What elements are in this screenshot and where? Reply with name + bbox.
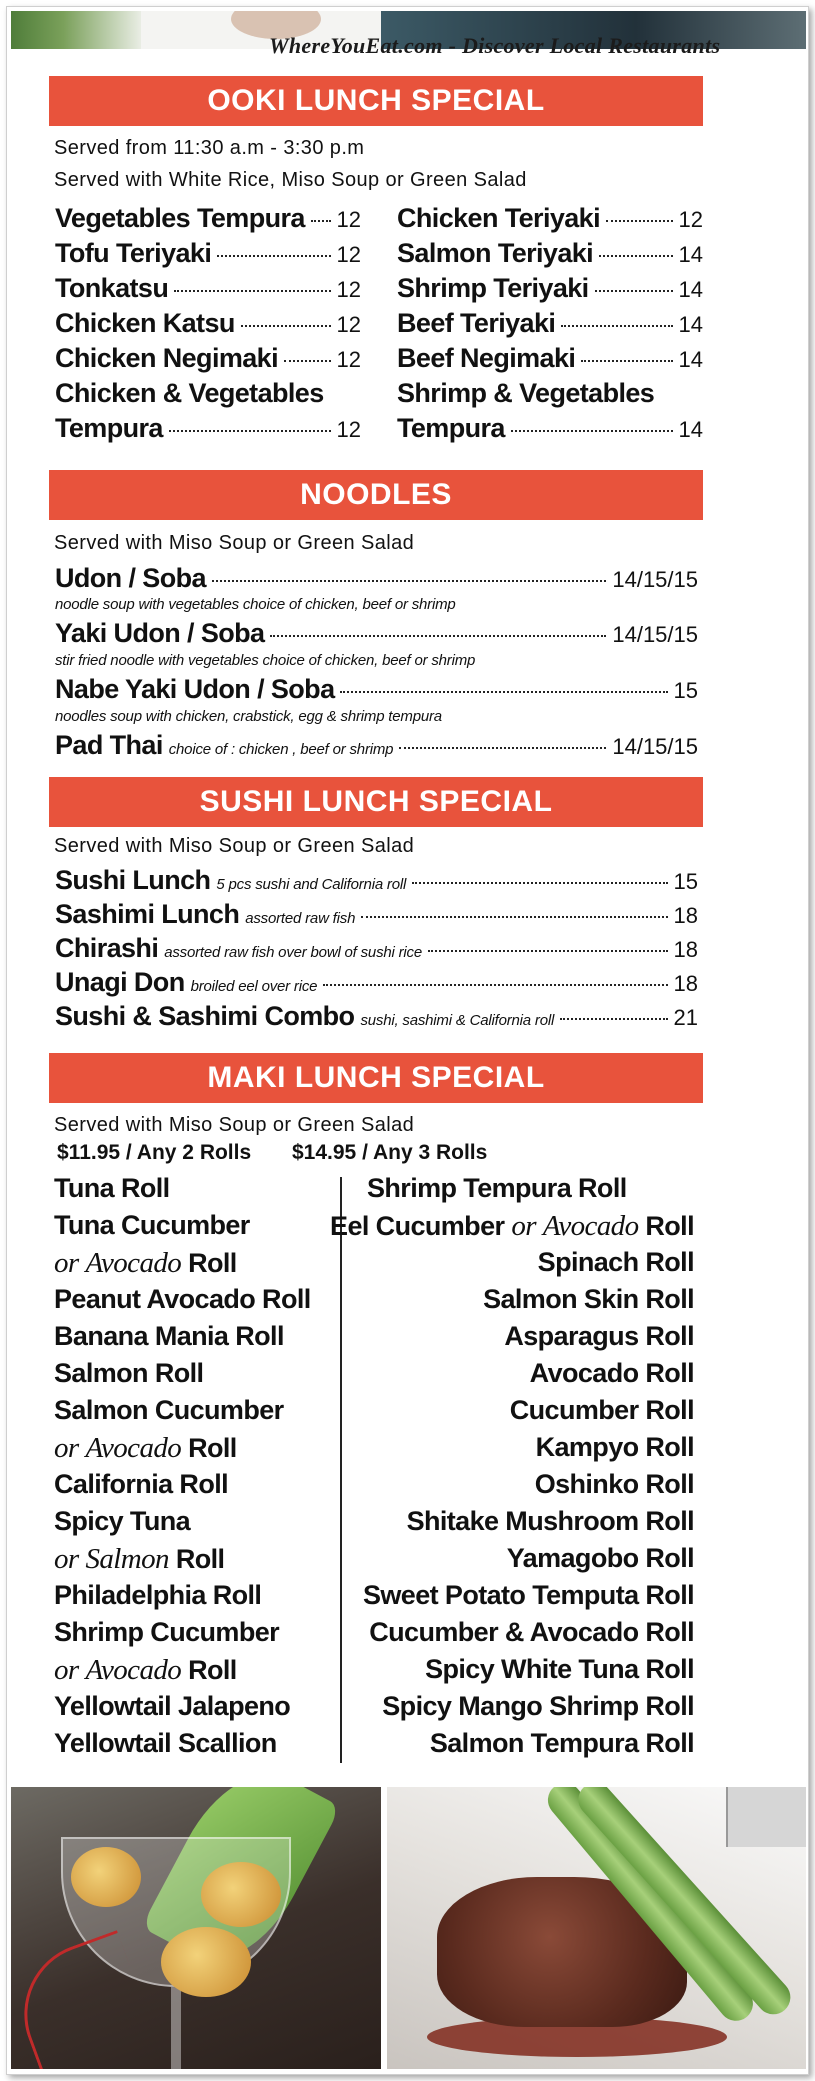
leader-dots — [428, 950, 668, 952]
noodle-desc: noodle soup with vegetables choice of chicken, beef or shrimp — [55, 596, 456, 613]
noodle-item — [55, 618, 698, 649]
maki-rate-three: $14.95 / Any 3 Rolls — [292, 1141, 488, 1164]
item-name: Sushi & Sashimi Combo — [55, 1001, 355, 1031]
sushi-item — [55, 967, 698, 998]
roll-item: Salmon Skin Roll — [483, 1284, 694, 1314]
item-price: 12 — [678, 207, 703, 232]
or-text: or — [511, 1210, 536, 1242]
lunch-item — [55, 273, 361, 304]
leader-dots — [599, 255, 672, 257]
leader-dots — [217, 255, 330, 257]
item-name: Tempura — [55, 413, 163, 443]
noodles-served-with: Served with Miso Soup or Green Salad — [54, 532, 415, 554]
menu-page — [6, 6, 809, 2075]
roll-item: Spicy Tuna — [54, 1506, 191, 1536]
roll-item: Shrimp Cucumber — [54, 1617, 280, 1647]
item-price: 15 — [673, 869, 698, 894]
or-text: or — [54, 1432, 79, 1464]
leader-dots — [412, 882, 667, 884]
item-price: 14/15/15 — [612, 567, 698, 592]
salmon-text: Salmon — [85, 1543, 169, 1575]
lunch-item — [55, 203, 361, 234]
leader-dots — [311, 220, 331, 222]
steak-photo — [387, 1787, 806, 2069]
sushi-item — [55, 933, 698, 964]
item-name: Beef Teriyaki — [397, 308, 556, 338]
lunch-item — [55, 413, 361, 444]
roll-item: Salmon Cucumber — [54, 1395, 284, 1425]
noodle-item — [55, 563, 698, 594]
roll-item — [330, 1210, 694, 1243]
watermark-text: WhereYouEat.com - Discover Local Restaurants — [269, 33, 721, 58]
item-name: Shrimp Teriyaki — [397, 273, 589, 303]
lunch-item — [397, 238, 703, 269]
item-desc: choice of : chicken , beef or shrimp — [168, 741, 394, 758]
leader-dots — [399, 747, 606, 749]
eel-cucumber-text: Eel Cucumber — [330, 1211, 505, 1241]
item-name: Sashimi Lunch — [55, 899, 240, 929]
roll-text: Roll — [645, 1211, 694, 1241]
avocado-text: Avocado — [542, 1210, 639, 1242]
sushi-item — [55, 865, 698, 896]
or-text: or — [54, 1654, 79, 1686]
item-price: 21 — [673, 1005, 698, 1030]
roll-item: Spicy Mango Shrimp Roll — [382, 1691, 694, 1721]
item-name: Shrimp & Vegetables — [397, 378, 655, 408]
maki-rate-two: $11.95 / Any 2 Rolls — [57, 1141, 252, 1164]
item-name: Chirashi — [55, 933, 159, 963]
noodles-banner: NOODLES — [49, 470, 703, 520]
roll-text: Roll — [175, 1544, 225, 1574]
roll-item: California Roll — [54, 1469, 229, 1499]
roll-text: Roll — [188, 1655, 237, 1685]
avocado-text: Avocado — [85, 1432, 182, 1464]
item-price: 12 — [336, 277, 361, 302]
leader-dots — [174, 290, 330, 292]
roll-item-continued — [54, 1654, 237, 1687]
or-text: or — [54, 1543, 79, 1575]
item-desc: broiled eel over rice — [190, 978, 318, 995]
roll-text: Roll — [188, 1433, 237, 1463]
item-name: Chicken Negimaki — [55, 343, 278, 373]
item-name: Pad Thai — [55, 730, 163, 760]
leader-dots — [595, 290, 673, 292]
item-name: Beef Negimaki — [397, 343, 576, 373]
leader-dots — [284, 360, 331, 362]
noodle-desc: noodles soup with chicken, crabstick, egg & shrimp tempura — [55, 708, 442, 725]
roll-item-continued — [54, 1247, 237, 1280]
item-name: Tonkatsu — [55, 273, 169, 303]
roll-item: Salmon Roll — [54, 1358, 204, 1388]
leader-dots — [561, 325, 672, 327]
lunch-served-time: Served from 11:30 a.m - 3:30 p.m — [54, 137, 365, 159]
item-price: 12 — [336, 207, 361, 232]
leader-dots — [212, 580, 606, 582]
item-name: Chicken Teriyaki — [397, 203, 600, 233]
roll-item: Yellowtail Jalapeno — [54, 1691, 291, 1721]
item-price: 14/15/15 — [612, 622, 698, 647]
roll-item: Tuna Roll — [54, 1173, 170, 1203]
sushi-item — [55, 1001, 698, 1032]
item-name: Tofu Teriyaki — [55, 238, 212, 268]
item-price: 12 — [336, 417, 361, 442]
item-price: 18 — [673, 937, 698, 962]
maki-served-with: Served with Miso Soup or Green Salad — [54, 1114, 415, 1136]
item-name: Salmon Teriyaki — [397, 238, 594, 268]
roll-item: Avocado Roll — [529, 1358, 694, 1388]
leader-dots — [169, 430, 331, 432]
noodle-item — [55, 730, 698, 761]
roll-item: Oshinko Roll — [534, 1469, 694, 1499]
leader-dots — [511, 430, 673, 432]
leader-dots — [581, 360, 672, 362]
roll-item: Cucumber Roll — [509, 1395, 694, 1425]
item-name: Unagi Don — [55, 967, 185, 997]
item-price: 18 — [673, 903, 698, 928]
item-name: Sushi Lunch — [55, 865, 211, 895]
roll-item: Tuna Cucumber — [54, 1210, 250, 1240]
item-name: Chicken Katsu — [55, 308, 235, 338]
lunch-item — [397, 273, 703, 304]
item-price: 12 — [336, 242, 361, 267]
item-price: 14 — [678, 277, 703, 302]
tempura-rolls-photo — [11, 1787, 381, 2069]
roll-item: Salmon Tempura Roll — [429, 1728, 694, 1758]
roll-item: Spicy White Tuna Roll — [425, 1654, 694, 1684]
lunch-item — [55, 343, 361, 374]
sushi-served-with: Served with Miso Soup or Green Salad — [54, 835, 415, 857]
roll-item: Asparagus Roll — [504, 1321, 694, 1351]
lunch-item — [55, 238, 361, 269]
item-price: 12 — [336, 347, 361, 372]
roll-item: Banana Mania Roll — [54, 1321, 284, 1351]
roll-item: Peanut Avocado Roll — [54, 1284, 311, 1314]
item-price: 18 — [673, 971, 698, 996]
lunch-item — [55, 308, 361, 339]
item-name: Chicken & Vegetables — [55, 378, 324, 408]
maki-banner: MAKI LUNCH SPECIAL — [49, 1053, 703, 1103]
or-text: or — [54, 1247, 79, 1279]
item-price: 14 — [678, 417, 703, 442]
leader-dots — [361, 916, 667, 918]
lunch-served-with: Served with White Rice, Miso Soup or Green Salad — [54, 169, 527, 191]
leader-dots — [270, 635, 606, 637]
roll-item: Spinach Roll — [537, 1247, 694, 1277]
item-desc: sushi, sashimi & California roll — [360, 1012, 555, 1029]
leader-dots — [323, 984, 667, 986]
sushi-banner: SUSHI LUNCH SPECIAL — [49, 777, 703, 827]
item-price: 15 — [673, 678, 698, 703]
leader-dots — [340, 691, 667, 693]
noodle-desc: stir fried noodle with vegetables choice of chicken, beef or shrimp — [55, 652, 476, 669]
item-name: Udon / Soba — [55, 563, 206, 593]
avocado-text: Avocado — [85, 1654, 182, 1686]
glass-stem — [171, 1987, 181, 2069]
noodle-item — [55, 674, 698, 705]
item-name: Vegetables Tempura — [55, 203, 305, 233]
item-desc: assorted raw fish over bowl of sushi rice — [164, 944, 422, 961]
roll-item: Yamagobo Roll — [506, 1543, 694, 1573]
lunch-item — [397, 308, 703, 339]
roll-item: Shitake Mushroom Roll — [406, 1506, 694, 1536]
avocado-text: Avocado — [85, 1247, 182, 1279]
item-name: Nabe Yaki Udon / Soba — [55, 674, 335, 704]
herb-image — [11, 11, 141, 49]
lunch-item-line — [397, 378, 703, 409]
column-divider — [340, 1177, 342, 1763]
item-name: Yaki Udon / Soba — [55, 618, 265, 648]
roll-item: Cucumber & Avocado Roll — [369, 1617, 694, 1647]
item-price: 14 — [678, 312, 703, 337]
item-price: 12 — [336, 312, 361, 337]
lunch-item — [397, 203, 703, 234]
leader-dots — [241, 325, 331, 327]
teapot — [726, 1787, 806, 1847]
roll-item: Shrimp Tempura Roll — [367, 1173, 627, 1203]
roll-item: Sweet Potato Temputa Roll — [362, 1580, 694, 1610]
item-desc: assorted raw fish — [245, 910, 356, 927]
roll-item: Kampyo Roll — [535, 1432, 694, 1462]
item-price: 14/15/15 — [612, 734, 698, 759]
leader-dots — [606, 220, 673, 222]
item-name: Tempura — [397, 413, 505, 443]
item-price: 14 — [678, 347, 703, 372]
roll-item: Philadelphia Roll — [54, 1580, 262, 1610]
sushi-item — [55, 899, 698, 930]
item-desc: 5 pcs sushi and California roll — [216, 876, 407, 893]
roll-item-continued — [54, 1432, 237, 1465]
roll-item-continued — [54, 1543, 224, 1576]
lunch-item — [397, 413, 703, 444]
leader-dots — [560, 1018, 667, 1020]
roll-item: Yellowtail Scallion — [54, 1728, 277, 1758]
fried-roll — [71, 1847, 141, 1907]
fried-roll — [161, 1927, 251, 1997]
lunch-special-banner: OOKI LUNCH SPECIAL — [49, 76, 703, 126]
lunch-item-line — [55, 378, 361, 409]
roll-text: Roll — [188, 1248, 237, 1278]
item-price: 14 — [678, 242, 703, 267]
fried-roll — [201, 1862, 281, 1927]
lunch-item — [397, 343, 703, 374]
